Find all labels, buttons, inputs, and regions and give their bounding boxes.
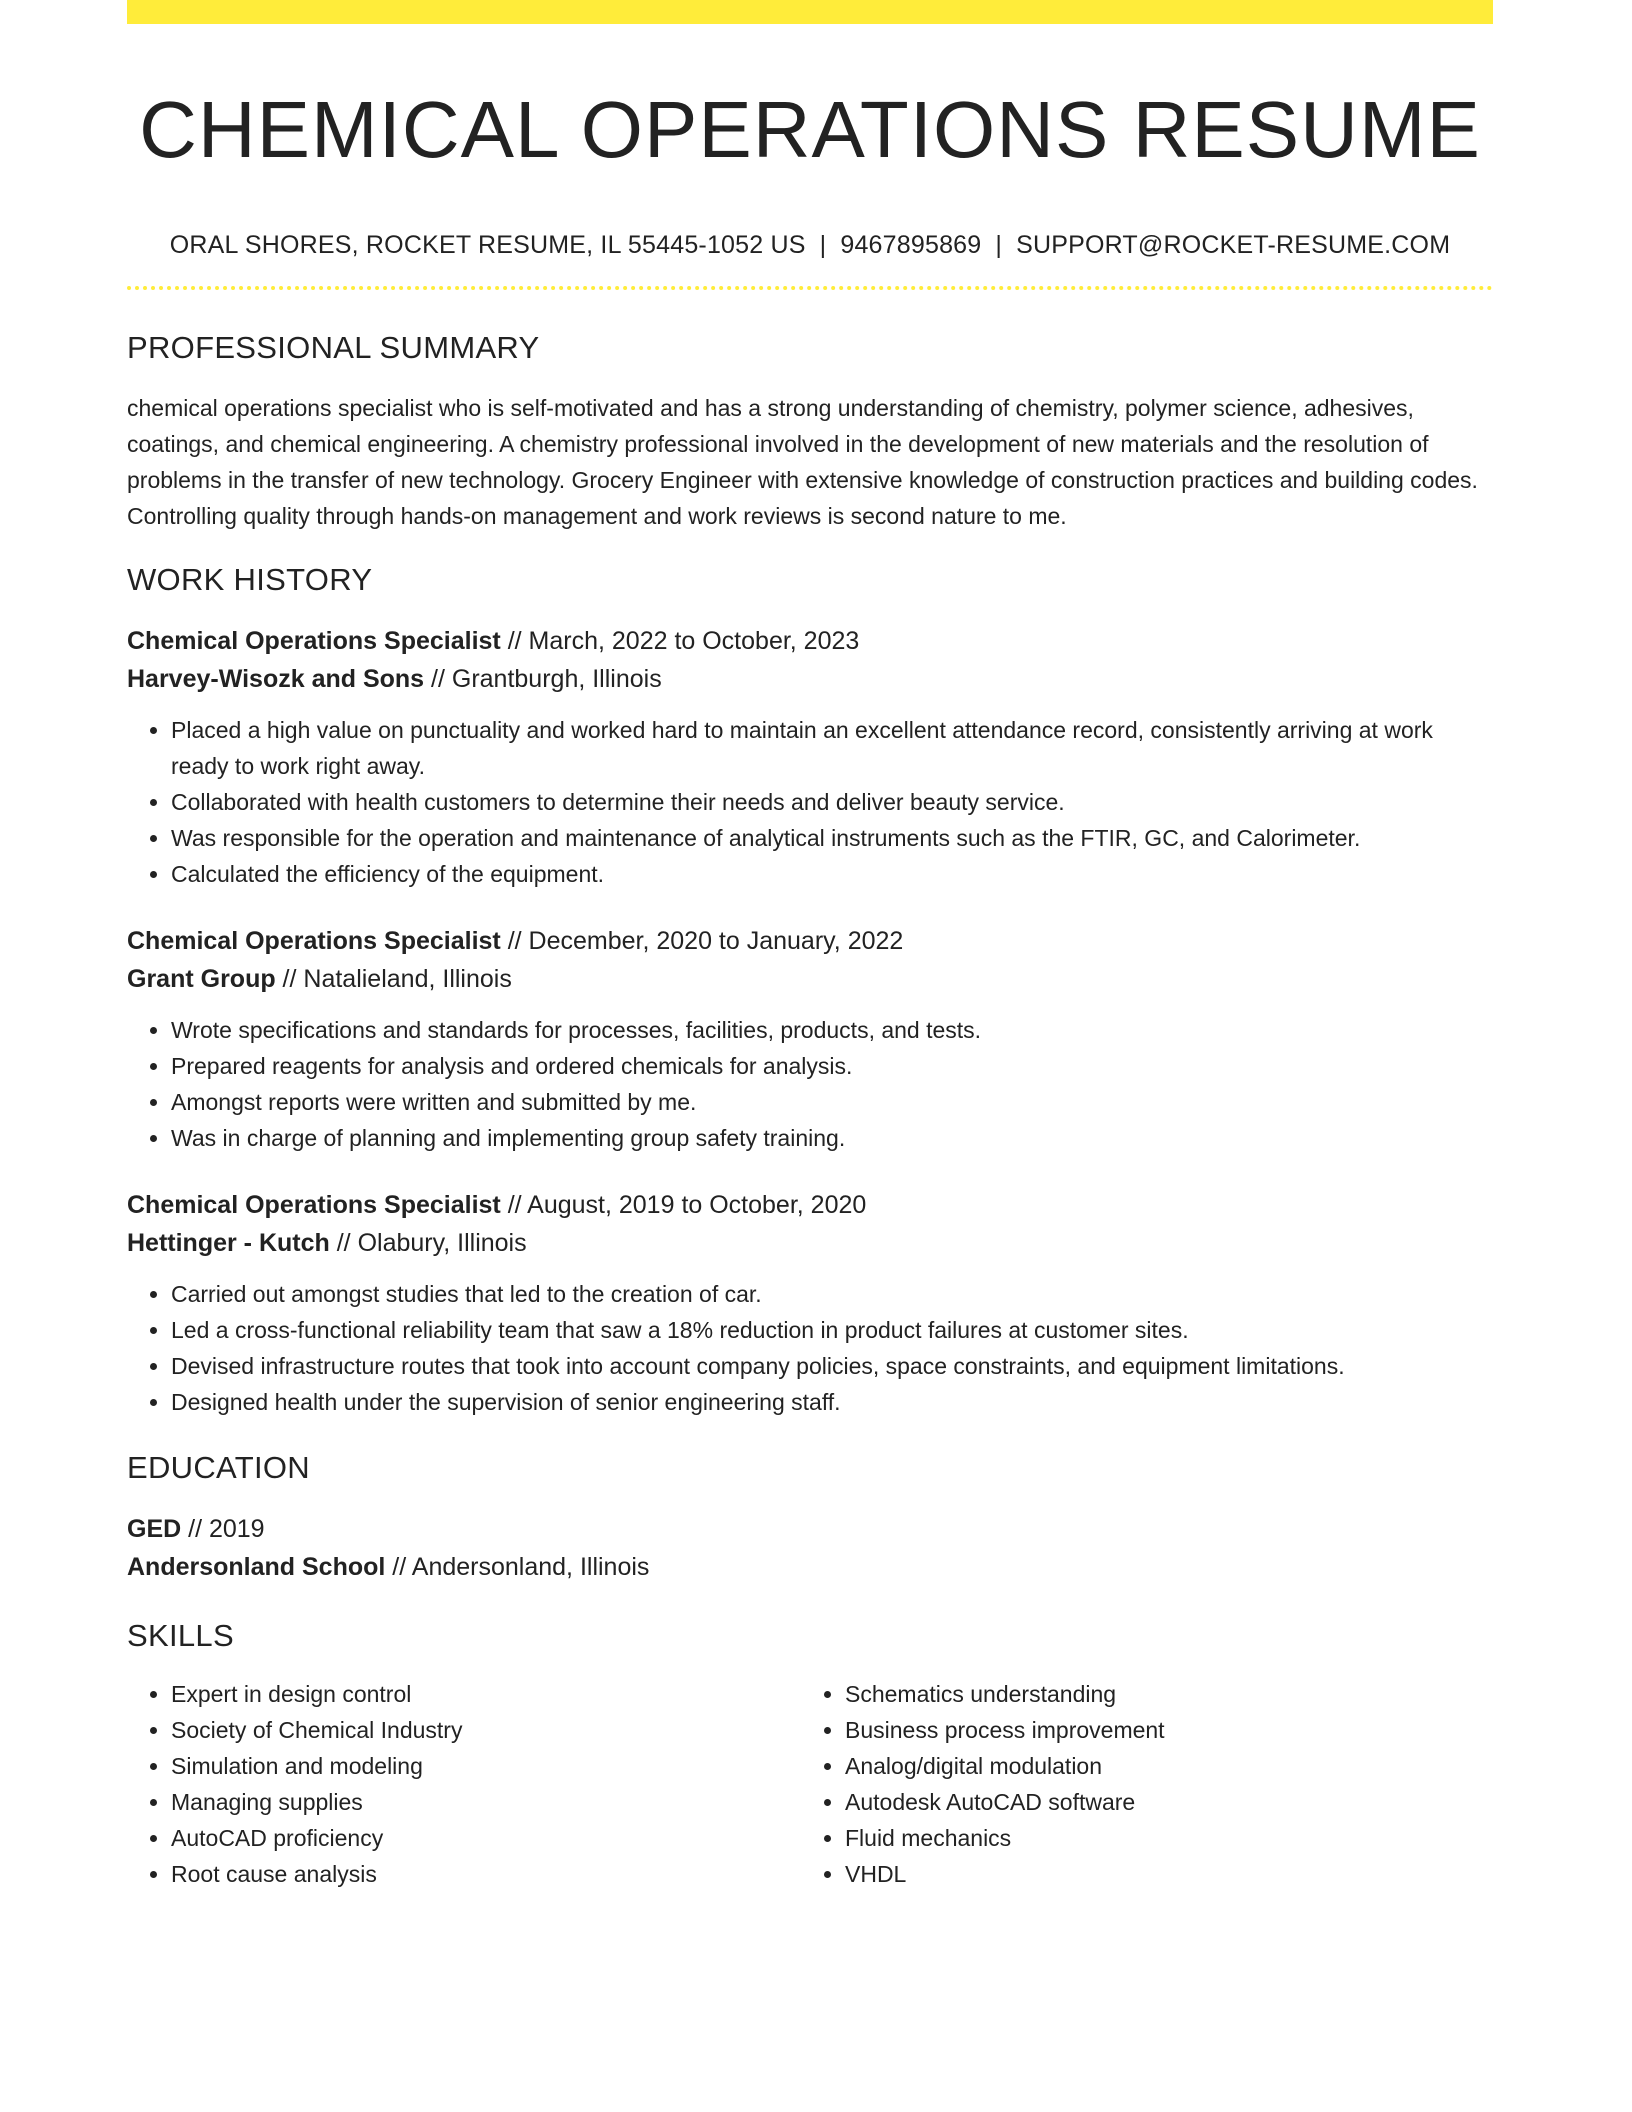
skill-item: • VHDL <box>845 1856 1475 1892</box>
resume-page <box>127 0 1493 1892</box>
accent-top-bar <box>127 0 1493 24</box>
contact-address: ORAL SHORES, ROCKET RESUME, IL 55445-1052 US <box>169 231 806 259</box>
job-bullet: • Led a cross-functional reliability team that saw a 18% reduction in product failures at customer sites. <box>171 1312 1493 1348</box>
job-dates: // March, 2022 to October, 2023 <box>500 627 860 655</box>
job-title: Chemical Operations Specialist <box>127 627 501 655</box>
job-entry <box>127 622 1493 892</box>
job-title-line <box>127 922 1493 960</box>
work-history-list <box>127 622 1493 1420</box>
job-bullet: • Was in charge of planning and implementing group safety training. <box>171 1120 1493 1156</box>
job-title: Chemical Operations Specialist <box>127 927 501 955</box>
contact-email: SUPPORT@ROCKET-RESUME.COM <box>1016 231 1451 259</box>
skill-item: • Business process improvement <box>845 1712 1475 1748</box>
contact-line <box>127 230 1493 260</box>
job-bullet: • Collaborated with health customers to determine their needs and deliver beauty service. <box>171 784 1493 820</box>
skill-item: • Managing supplies <box>171 1784 801 1820</box>
job-dates: // December, 2020 to January, 2022 <box>500 927 904 955</box>
resume-title: CHEMICAL OPERATIONS RESUME <box>139 85 1481 174</box>
job-company: Grant Group <box>127 965 276 993</box>
job-bullet: • Devised infrastructure routes that took into account company policies, space constraints, and equipment limitations. <box>171 1348 1493 1384</box>
skills-heading: SKILLS <box>127 1618 234 1653</box>
job-bullet: • Was responsible for the operation and maintenance of analytical instruments such as the FTIR, GC, and Calorimeter. <box>171 820 1493 856</box>
job-bullet: • Carried out amongst studies that led to the creation of car. <box>171 1276 1493 1312</box>
skill-item: • Autodesk AutoCAD software <box>845 1784 1475 1820</box>
job-bullet: • Wrote specifications and standards for processes, facilities, products, and tests. <box>171 1012 1493 1048</box>
education-degree: GED <box>127 1515 182 1543</box>
job-bullet: • Calculated the efficiency of the equipment. <box>171 856 1493 892</box>
contact-separator: | <box>819 231 827 259</box>
contact-separator: | <box>995 231 1003 259</box>
contact-phone: 9467895869 <box>840 231 982 259</box>
education-school: Andersonland School <box>127 1553 386 1581</box>
dotted-divider <box>127 286 1493 290</box>
job-bullet: • Placed a high value on punctuality and worked hard to maintain an excellent attendance record, consistently arriving at work ready to work right away. <box>171 712 1493 784</box>
job-company-line <box>127 960 1493 998</box>
job-company-line <box>127 1224 1493 1262</box>
education-year: // 2019 <box>181 1515 265 1543</box>
skill-item: • Fluid mechanics <box>845 1820 1475 1856</box>
skills-grid <box>127 1676 1493 1892</box>
job-company: Hettinger - Kutch <box>127 1229 330 1257</box>
education-school-line <box>127 1548 1493 1586</box>
skill-item: • Simulation and modeling <box>171 1748 801 1784</box>
skills-column-left <box>127 1676 801 1892</box>
education-entry <box>127 1510 1493 1586</box>
job-company: Harvey-Wisozk and Sons <box>127 665 425 693</box>
job-bullet: • Designed health under the supervision of senior engineering staff. <box>171 1384 1493 1420</box>
job-bullet: • Prepared reagents for analysis and ordered chemicals for analysis. <box>171 1048 1493 1084</box>
job-location: // Natalieland, Illinois <box>275 965 512 993</box>
skill-item: • Expert in design control <box>171 1676 801 1712</box>
summary-heading: PROFESSIONAL SUMMARY <box>127 330 540 365</box>
job-title-line <box>127 1186 1493 1224</box>
job-title-line <box>127 622 1493 660</box>
job-location: // Grantburgh, Illinois <box>424 665 662 693</box>
skill-item: • Society of Chemical Industry <box>171 1712 801 1748</box>
skill-item: • AutoCAD proficiency <box>171 1820 801 1856</box>
job-bullets <box>127 1012 1493 1156</box>
job-location: // Olabury, Illinois <box>329 1229 527 1257</box>
job-bullets <box>127 1276 1493 1420</box>
job-entry <box>127 922 1493 1156</box>
summary-text: chemical operations specialist who is self-motivated and has a strong understanding of chemistry, polymer science, adhesives, coatings, and chemical engineering. A chemistry professional involved in the development of new materials and the resolution of problems in the transfer of new technology. Grocery Engineer with extensive knowledge of construction practices and building codes. Controlling quality through hands-on management and work reviews is second nature to me. <box>127 395 1478 529</box>
job-dates: // August, 2019 to October, 2020 <box>500 1191 867 1219</box>
job-company-line <box>127 660 1493 698</box>
job-entry <box>127 1186 1493 1420</box>
skill-item: • Analog/digital modulation <box>845 1748 1475 1784</box>
work-history-heading: WORK HISTORY <box>127 562 373 597</box>
job-bullet: • Amongst reports were written and submitted by me. <box>171 1084 1493 1120</box>
education-heading: EDUCATION <box>127 1450 310 1485</box>
job-title: Chemical Operations Specialist <box>127 1191 501 1219</box>
education-degree-line <box>127 1510 1493 1548</box>
job-bullets <box>127 712 1493 892</box>
skills-column-right <box>801 1676 1475 1892</box>
skill-item: • Schematics understanding <box>845 1676 1475 1712</box>
education-location: // Andersonland, Illinois <box>385 1553 650 1581</box>
skill-item: • Root cause analysis <box>171 1856 801 1892</box>
